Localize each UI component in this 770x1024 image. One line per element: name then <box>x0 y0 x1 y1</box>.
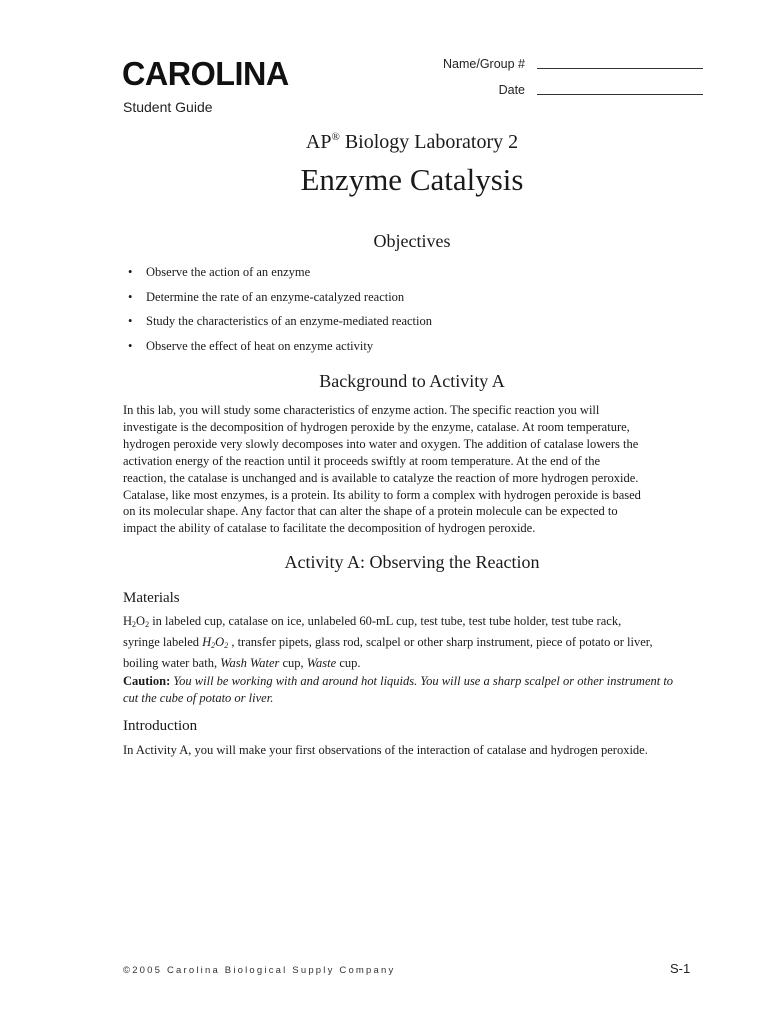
introduction-heading: Introduction <box>123 718 198 734</box>
caution-paragraph <box>123 673 713 707</box>
copyright-footer: ©2005 Carolina Biological Supply Company <box>123 965 396 976</box>
background-line: hydrogen peroxide very slowly decomposes into water and oxygen. The addition of catalase lowers the <box>123 436 639 451</box>
materials-line: boiling water bath, Wash Water cup, Waste cup. <box>123 655 361 670</box>
student-guide-label: Student Guide <box>123 99 213 115</box>
background-line: investigate is the decomposition of hydrogen peroxide by the enzyme, catalase. At room temperature, <box>123 419 630 434</box>
background-line: Catalase, like most enzymes, is a protein. Its ability to form a complex with hydrogen peroxide is based <box>123 487 641 502</box>
caution-text: cut the cube of potato or liver. <box>123 690 274 705</box>
materials-paragraph <box>123 613 713 672</box>
lab-title <box>0 131 770 154</box>
date-label: Date <box>498 83 525 97</box>
lab-title-suffix: Biology Laboratory 2 <box>339 131 519 153</box>
materials-line: $H_2O_2$ in labeled cup, catalase on ice, unlabeled 60-mL cup, test tube, test tube holder, test tube rack, <box>123 614 622 629</box>
background-line: impact the ability of catalase to facilitate the decomposition of hydrogen peroxide. <box>123 521 536 536</box>
name-group-line[interactable] <box>537 68 703 69</box>
objective-item: • Study the characteristics of an enzyme-mediated reaction <box>123 311 432 336</box>
background-heading: Background to Activity A <box>319 371 505 391</box>
date-line[interactable] <box>537 94 703 95</box>
background-line: reaction, the catalase is unchanged and is available to catalyze the reaction of more hydrogen peroxide. <box>123 470 639 485</box>
introduction-text: In Activity A, you will make your first observations of the interaction of catalase and hydrogen peroxide. <box>123 743 648 757</box>
lab-title-prefix: AP <box>305 131 332 153</box>
background-line: In this lab, you will study some characteristics of enzyme action. The specific reaction you will <box>123 403 600 417</box>
objectives-list <box>123 262 432 360</box>
caution-label: Caution: <box>123 674 171 688</box>
background-paragraph <box>123 402 713 537</box>
objective-item: • Observe the effect of heat on enzyme activity <box>123 336 432 361</box>
registered-mark: ® <box>331 131 340 143</box>
page-number: S-1 <box>670 961 691 976</box>
name-group-label: Name/Group # <box>443 57 525 71</box>
caution-text: You will be working with and around hot liquids. You will use a sharp scalpel or other instrument to <box>170 674 674 688</box>
background-line: activation energy of the reaction until it proceeds swiftly at room temperature. At the end of the <box>123 453 601 468</box>
materials-line: syringe labeled $H_2O_2$ , transfer pipets, glass rod, scalpel or other sharp instrument, piece of potato or liver, <box>123 634 653 650</box>
objectives-heading: Objectives <box>373 231 451 251</box>
objective-item: • Observe the action of an enzyme <box>123 262 432 287</box>
activity-heading: Activity A: Observing the Reaction <box>284 552 540 572</box>
background-line: on its molecular shape. Any factor that can alter the shape of a protein molecule can be expected to <box>123 504 618 519</box>
objective-item: • Determine the rate of an enzyme-catalyzed reaction <box>123 287 432 312</box>
carolina-logo: CAROLINA <box>122 55 289 92</box>
materials-heading: Materials <box>123 590 180 606</box>
main-title: Enzyme Catalysis <box>300 162 524 197</box>
